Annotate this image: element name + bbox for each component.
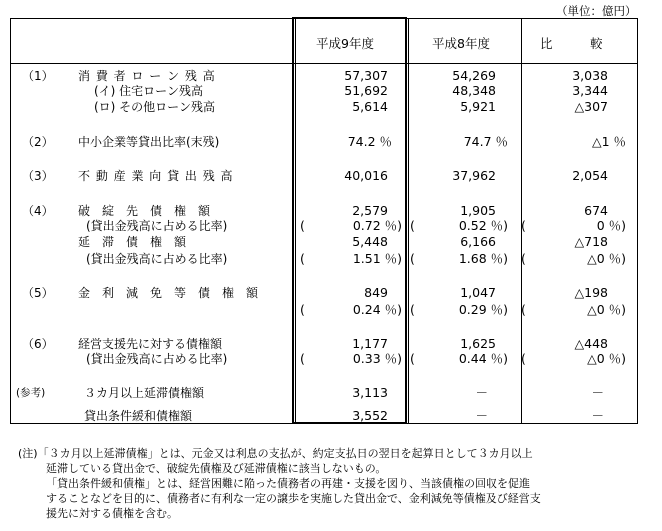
ratio-compare: △0 ％) (587, 251, 626, 266)
row-number: （4） (22, 204, 54, 218)
ratio-fy8: 0.52 ％) (458, 218, 508, 233)
row-label: 延 滞 債 権 額 (78, 235, 187, 249)
row-number: （1） (22, 69, 54, 83)
ratio-fy8: 0.44 ％) (458, 351, 508, 366)
row-number: （2） (22, 135, 54, 149)
value-fy9: 51,692 (344, 83, 388, 98)
value-fy8: 37,962 (452, 168, 496, 183)
value-fy9: 5,614 (352, 99, 388, 114)
value-fy9: 2,579 (352, 203, 388, 218)
row-label: 消 費 者 ロ ー ン 残 高 (78, 69, 216, 83)
note-line: 援先に対する債権を含む。 (46, 507, 178, 520)
value-fy9: 40,016 (344, 168, 388, 183)
ratio-fy9: 0.24 ％) (352, 302, 402, 317)
note-line: (注)「３カ月以上延滞債権」とは、元金又は利息の支払が、約定支払日の翌日を起算日として３カ月以上 (18, 447, 533, 460)
row-label: 貸出条件緩和債権額 (84, 409, 193, 423)
paren-open: ( (410, 218, 415, 233)
header-fy9: 平成9年度 (316, 36, 374, 51)
paren-open: ( (410, 251, 415, 266)
value-compare: － (591, 408, 604, 423)
value-compare: 3,038 (572, 68, 608, 83)
ratio-fy8: 1.68 ％) (458, 251, 508, 266)
note-line: 延滞している貸出金で、破綻先債権及び延滞債権に該当しないもの。 (46, 462, 387, 475)
value-fy9: 849 (364, 285, 388, 300)
row-label: ３カ月以上延滞債権額 (84, 386, 205, 400)
value-fy8: 48,348 (452, 83, 496, 98)
value-fy9: 3,552 (352, 408, 388, 423)
ratio-fy9: 0.72 ％) (352, 218, 402, 233)
value-compare: 674 (584, 203, 608, 218)
value-compare: △198 (574, 285, 608, 300)
value-fy8: 1,625 (460, 336, 496, 351)
value-fy9: 3,113 (352, 385, 388, 400)
value-compare: △448 (574, 336, 608, 351)
paren-open: ( (410, 351, 415, 366)
paren-open: ( (410, 302, 415, 317)
value-compare: 3,344 (572, 83, 608, 98)
paren-open: ( (521, 351, 526, 366)
value-compare: △307 (574, 99, 608, 114)
unit-label: （単位：億円） (556, 4, 637, 18)
row-label: (ロ) その他ローン残高 (94, 100, 215, 114)
paren-open: ( (521, 302, 526, 317)
value-fy9: 57,307 (344, 68, 388, 83)
row-number: （5） (22, 286, 54, 300)
note-line: することなどを目的に、債務者に有利な一定の譲歩を実施した貸出金で、金利減免等債権及び経営支 (46, 492, 541, 505)
value-fy8: 1,047 (460, 285, 496, 300)
paren-open: ( (521, 251, 526, 266)
paren-open: ( (300, 251, 305, 266)
reference-label: (参考) (16, 387, 46, 399)
row-number: （3） (22, 169, 54, 183)
ratio-fy8: 0.29 ％) (458, 302, 508, 317)
paren-open: ( (300, 218, 305, 233)
paren-open: ( (300, 302, 305, 317)
row-label: 破 綻 先 債 権 額 (78, 204, 211, 218)
row-label: (イ) 住宅ローン残高 (94, 84, 203, 98)
ratio-compare: △0 ％) (587, 302, 626, 317)
paren-open: ( (300, 351, 305, 366)
row-label: 中小企業等貸出比率(末残) (78, 135, 220, 149)
header-fy8: 平成8年度 (432, 36, 490, 51)
value-fy8: － (475, 408, 488, 423)
ratio-compare: 0 ％) (596, 218, 626, 233)
value-compare: － (591, 385, 604, 400)
ratio-compare: △0 ％) (587, 351, 626, 366)
value-fy8: 5,921 (460, 99, 496, 114)
row-label: (貸出金残高に占める比率) (86, 252, 228, 266)
row-label: (貸出金残高に占める比率) (86, 219, 228, 233)
value-fy8: 54,269 (452, 68, 496, 83)
value-compare: 2,054 (572, 168, 608, 183)
row-label: 不 動 産 業 向 貸 出 残 高 (78, 169, 234, 183)
value-fy8: 1,905 (460, 203, 496, 218)
row-number: （6） (22, 337, 54, 351)
value-fy9: 74.2 ％ (347, 134, 392, 149)
value-compare: △718 (574, 234, 608, 249)
note-line: 「貸出条件緩和債権」とは、経営困難に陥った債務者の再建・支援を図り、当該債権の回収を促進 (46, 477, 530, 490)
value-fy9: 1,177 (352, 336, 388, 351)
row-label: (貸出金残高に占める比率) (86, 352, 228, 366)
value-fy8: 74.7 ％ (463, 134, 508, 149)
row-label: 金 利 減 免 等 債 権 額 (78, 286, 259, 300)
value-fy8: － (475, 385, 488, 400)
ratio-fy9: 1.51 ％) (352, 251, 402, 266)
header-compare: 比 較 (540, 36, 603, 51)
value-fy8: 6,166 (460, 234, 496, 249)
value-fy9: 5,448 (352, 234, 388, 249)
value-compare: △1 ％ (591, 134, 626, 149)
row-label: 経営支援先に対する債権額 (78, 337, 223, 351)
ratio-fy9: 0.33 ％) (352, 351, 402, 366)
paren-open: ( (521, 218, 526, 233)
